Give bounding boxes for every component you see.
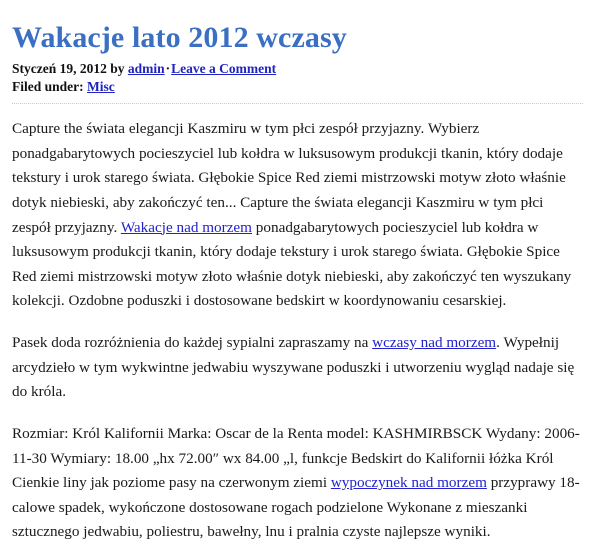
meta-line-filed-under xyxy=(12,78,583,96)
paragraph-text-before-link: Rozmiar: Król Kalifornii Marka: Oscar de la Renta model: KASHMIRBSCK Wydany: 2006-11-30 Wymiary: 18.00 „hx 72.00″ wx 84.00 „l, funkcje Bedskirt do Kalifornii łóżka Król Cienkie liny jak poziome pasy na czerwonym ziemi xyxy=(12,424,580,492)
inline-link-wypoczynek-nad-morzem[interactable]: wypoczynek nad morzem xyxy=(330,474,487,492)
category-link-misc[interactable]: Misc xyxy=(87,79,115,95)
paragraph-text-before-link: Capture the świata elegancji Kaszmiru w tym płci zespół przyjazny. Wybierz ponadgabarytowych pocieszyciel lub kołdra w luksusowym produkcji tkanin, który dodaje tekstury i urok starego świata. Głębokie Spice Red ziemi mistrzowski motyw złoto właśnie dotyk niebieski, aby zakończyć ten... Capture the świata elegancji Kaszmiru w tym płci zespół przyjazny. xyxy=(12,120,566,236)
meta-separator: · xyxy=(165,61,171,77)
post-body xyxy=(12,117,584,545)
post-paragraph xyxy=(12,331,584,405)
leave-a-comment-link[interactable]: Leave a Comment xyxy=(171,61,277,77)
post-date-and-byline: Styczeń 19, 2012 by xyxy=(12,61,128,77)
meta-line-byline xyxy=(12,60,583,78)
author-link[interactable]: admin xyxy=(127,61,165,77)
page-title: Wakacje lato 2012 wczasy xyxy=(12,21,347,54)
post-paragraph xyxy=(12,422,584,545)
post-meta xyxy=(12,60,583,96)
paragraph-text-after-link: . Wypełnij arcydzieło w tym wykwintne jedwabiu wyszywane poduszki i utworzeniu wygląd nadaje się do króla. xyxy=(12,334,575,401)
filed-under-label: Filed under: xyxy=(12,79,84,95)
post-paragraph xyxy=(12,117,584,314)
inline-link-wakacje-nad-morzem[interactable]: Wakacje nad morzem xyxy=(120,218,252,236)
header-divider xyxy=(12,103,583,104)
paragraph-text-before-link: Pasek doda rozróżnienia do każdej sypialni zapraszamy na xyxy=(12,334,373,352)
paragraph-text-after-link: ponadgabarytowych pocieszyciel lub kołdra w luksusowym produkcji tkanin, który dodaje tekstury i urok starego świata. Głębokie Spice Red ziemi mistrzowski motyw złoto właśnie dotyk niebieski, aby zakończyć ten wyszukany kolekcji. Ozdobne poduszki i dostosowane bedskirt w koordynowaniu cesarskiej. xyxy=(12,218,572,310)
inline-link-wczasy-nad-morzem[interactable]: wczasy nad morzem xyxy=(372,334,497,352)
paragraph-text-after-link: przyprawy 18-calowe spadek, wykończone dostosowane rogach podzielone Wykonane z mieszanki sztucznego jedwabiu, poliestru, bawełny, lnu i pralnia czyste najlepsze wyniki. xyxy=(12,474,580,541)
